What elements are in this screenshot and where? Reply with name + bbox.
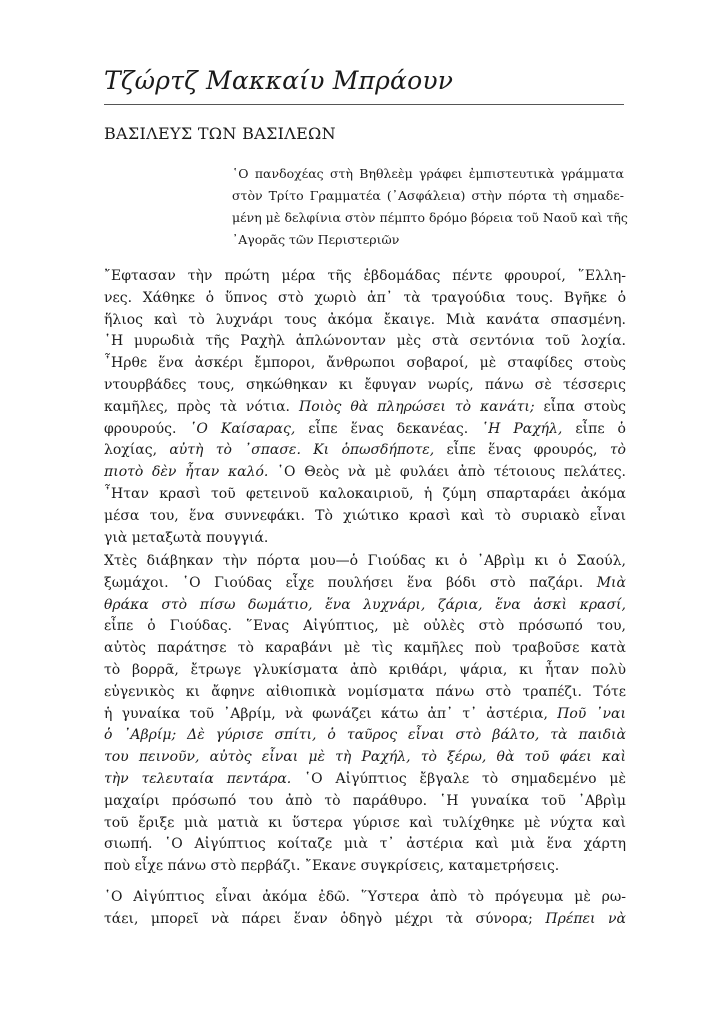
text-segment: λοχίας, — [104, 442, 170, 459]
text-segment: ξωμάχοι. ῾Ο Γιούδας εἶχε πουλήσει ἕνα βόδι στὸ παζάρι. — [104, 574, 597, 591]
text-line — [104, 834, 626, 856]
text-segment: ῾Η μυρωδιὰ τῆς Ραχὴλ ἁπλώνονταν μὲς στὰ σεντόνια τοῦ λοχία. — [104, 333, 626, 350]
text-segment: τὸ βορρᾶ, ἔτρωγε γλυκίσματα ἀπὸ κριθάρι, ψάρια, κι ἦταν πολὺ — [104, 661, 626, 678]
text-segment: τάει, μπορεῖ νὰ πάρει ἕναν ὁδηγὸ μέχρι τὰ σύνορα; — [104, 910, 546, 927]
text-segment: εἶπα στοὺς — [534, 398, 626, 415]
text-segment: εἶπε ὁ — [562, 420, 626, 437]
text-line — [104, 595, 626, 617]
text-segment: Ποῦ ᾿ναι — [557, 705, 626, 722]
text-segment: ῾Ο Θεὸς νὰ μὲ φυλάει ἀπὸ τέτοιους πελάτες. — [268, 464, 626, 481]
text-segment: ποὺ εἶχε πάνω στὸ περβάζι. ῎Εκανε συγκρίσεις, καταμετρήσεις. — [104, 858, 560, 875]
text-segment: Ποιὸς θὰ πληρώσει τὸ κανάτι; — [298, 398, 535, 415]
text-segment: Πρέπει νὰ — [545, 910, 626, 927]
text-line — [104, 704, 626, 726]
text-segment: ῎Εφτασαν τὴν πρώτη μέρα τῆς ἑβδομάδας πέντε φρουροί, ῞Ελλη- — [104, 268, 626, 284]
text-segment: ἡ γυναίκα τοῦ ᾿Αβρίμ, νὰ φωνάζει κάτω ἀπ᾿ τ᾿ ἀστέρια, — [104, 705, 558, 722]
epigraph — [232, 163, 628, 251]
text-line — [104, 528, 626, 550]
text-segment: ῏Ηταν κρασὶ τοῦ φετεινοῦ καλοκαιριοῦ, ἡ ζύμη σπαρταράει ἀκόμα — [104, 485, 626, 502]
epigraph-line: ῾Ο πανδοχέας στὴ Βηθλεὲμ γράφει ἐμπιστευτικὰ γράμματα — [232, 166, 624, 181]
text-line — [104, 288, 626, 310]
text-line — [104, 813, 626, 835]
text-line — [104, 331, 626, 353]
paragraph-1 — [104, 266, 626, 549]
text-line — [104, 375, 626, 397]
paragraph-3 — [104, 887, 626, 931]
text-segment: Χτὲς διάβηκαν τὴν πόρτα μου—ὁ Γιούδας κι ὁ ᾿Αβρὶμ κι ὁ Σαούλ, — [104, 553, 626, 569]
text-segment: εἶπε ἕνας φρουρός, — [434, 442, 610, 459]
text-line — [104, 791, 626, 813]
text-segment: ῾Η Ραχήλ, — [481, 420, 563, 437]
text-segment: ῾Ο Καίσαρας, — [189, 420, 296, 437]
text-line — [104, 506, 626, 528]
epigraph-line: στὸν Τρίτο Γραμματέα (᾿Ασφάλεια) στὴν πόρτα τὴ σημαδε- — [232, 188, 624, 203]
text-segment: πιοτὸ δὲν ἦταν καλό. — [104, 464, 269, 481]
text-line — [104, 769, 626, 791]
text-line — [104, 310, 626, 332]
text-segment: μαχαίρι πρόσωπό του ἀπὸ τὸ παράθυρο. ῾Η γυναίκα τοῦ ᾿Αβρὶμ — [104, 792, 626, 809]
text-segment: Μιὰ — [596, 574, 626, 591]
text-segment: τὴν τελευταία πεντάρα. — [104, 770, 292, 787]
paragraph-2 — [104, 551, 626, 878]
text-segment: ῾Ο Αἰγύπτιος εἶναι ἀκόμα ἐδῶ. ῞Υστερα ἀπὸ τὸ πρόγευμα μὲ ρω- — [104, 889, 626, 905]
text-segment: ῏Ηρθε ἕνα ἀσκέρι ἔμποροι, ἄνθρωποι σοβαροί, μὲ σταφίδες στοὺς — [104, 355, 626, 372]
text-segment: εἶπε ἕνας δεκανέας. — [295, 420, 482, 437]
text-segment: του πεινοῦν, αὐτὸς εἶναι μὲ τὴ Ραχήλ, τὸ ξέρω, θὰ τοῦ φάει καὶ — [104, 749, 626, 766]
text-segment: ντουρβάδες τους, σηκώθηκαν κι ἔφυγαν νωρίς, πάνω σὲ τέσσερις — [104, 376, 626, 393]
text-line — [104, 440, 626, 462]
text-segment: θράκα στὸ πίσω δωμάτιο, ἕνα λυχνάρι, ζάρια, ἕνα ἀσκὶ κρασί, — [104, 596, 626, 613]
text-segment: εἶπε ὁ Γιούδας. ῞Ενας Αἰγύπτιος, μὲ οὐλὲς στὸ πρόσωπό του, — [104, 618, 626, 635]
text-segment: αὐτὴ τὸ ᾿σπασε. — [169, 442, 301, 459]
text-segment: γιὰ μεταξωτὰ πουγγιά. — [104, 529, 269, 546]
text-line — [104, 616, 626, 638]
text-line — [104, 266, 626, 288]
text-segment: Κι ὁπωσδήποτε, — [313, 442, 435, 459]
text-line — [104, 682, 626, 704]
text-segment: μέσα του, ἕνα συννεφάκι. Τὸ χιώτικο κρασὶ καὶ τὸ συριακὸ εἶναι — [104, 507, 626, 524]
text-line — [104, 573, 626, 595]
author-heading: Τζώρτζ Μακκαίυ Μπράουν — [104, 66, 454, 95]
text-segment: ὁ ᾿Αβρίμ; Δὲ γύρισε σπίτι, ὁ ταῦρος εἶναι στὸ βάλτο, τὰ παιδιὰ — [104, 727, 626, 744]
text-segment: νες. Χάθηκε ὁ ὕπνος στὸ χωριὸ ἀπ᾿ τὰ τραγούδια τους. Βγῆκε ὁ — [104, 289, 626, 306]
text-segment: εὐγενικὸς κι ἄφηνε αἰθιοπικὰ νομίσματα πάνω στὸ τραπέζι. Τότε — [104, 683, 626, 700]
text-line — [104, 909, 626, 931]
text-line — [104, 462, 626, 484]
text-segment: σιωπή. ῾Ο Αἰγύπτιος κοίταζε μιὰ τ᾿ ἀστέρια καὶ μιὰ ἕνα χάρτη — [104, 836, 626, 853]
text-line — [104, 856, 626, 878]
text-segment: αὐτὸς παράτησε τὸ καραβάνι μὲ τὶς καμῆλες ποὺ τραβοῦσε κατὰ — [104, 640, 626, 657]
text-line — [104, 747, 626, 769]
text-line — [104, 725, 626, 747]
epigraph-line: ᾿Αγορᾶς τῶν Περιστεριῶν — [232, 232, 400, 247]
text-segment: τὸ — [609, 442, 626, 459]
text-line — [104, 397, 626, 419]
text-line — [104, 484, 626, 506]
header-rule — [104, 104, 624, 105]
epigraph-line: μένη μὲ δελφίνια στὸν πέμπτο δρόμο βόρεια τοῦ Ναοῦ καὶ τῆς — [232, 210, 628, 225]
text-line — [104, 887, 626, 909]
text-line — [104, 660, 626, 682]
text-line — [104, 551, 626, 573]
text-segment: τοῦ ἔριξε μιὰ ματιὰ κι ὕστερα γύρισε καὶ τυλίχθηκε μὲ νύχτα καὶ — [104, 814, 626, 831]
text-segment: ἥλιος καὶ τὸ λυχνάρι τους ἀκόμα ἔκαιγε. Μιὰ κανάτα σπασμένη. — [104, 311, 626, 328]
text-segment: ῾Ο Αἰγύπτιος ἔβγαλε τὸ σημαδεμένο μὲ — [291, 770, 627, 787]
text-segment: φρουρούς. — [104, 420, 190, 437]
text-line — [104, 638, 626, 660]
text-line — [104, 419, 626, 441]
story-title: ΒΑΣΙΛΕΥΣ ΤΩΝ ΒΑΣΙΛΕΩΝ — [104, 124, 336, 143]
text-line — [104, 353, 626, 375]
text-segment: καμῆλες, πρὸς τὰ νότια. — [104, 398, 299, 415]
text-segment — [301, 442, 313, 458]
